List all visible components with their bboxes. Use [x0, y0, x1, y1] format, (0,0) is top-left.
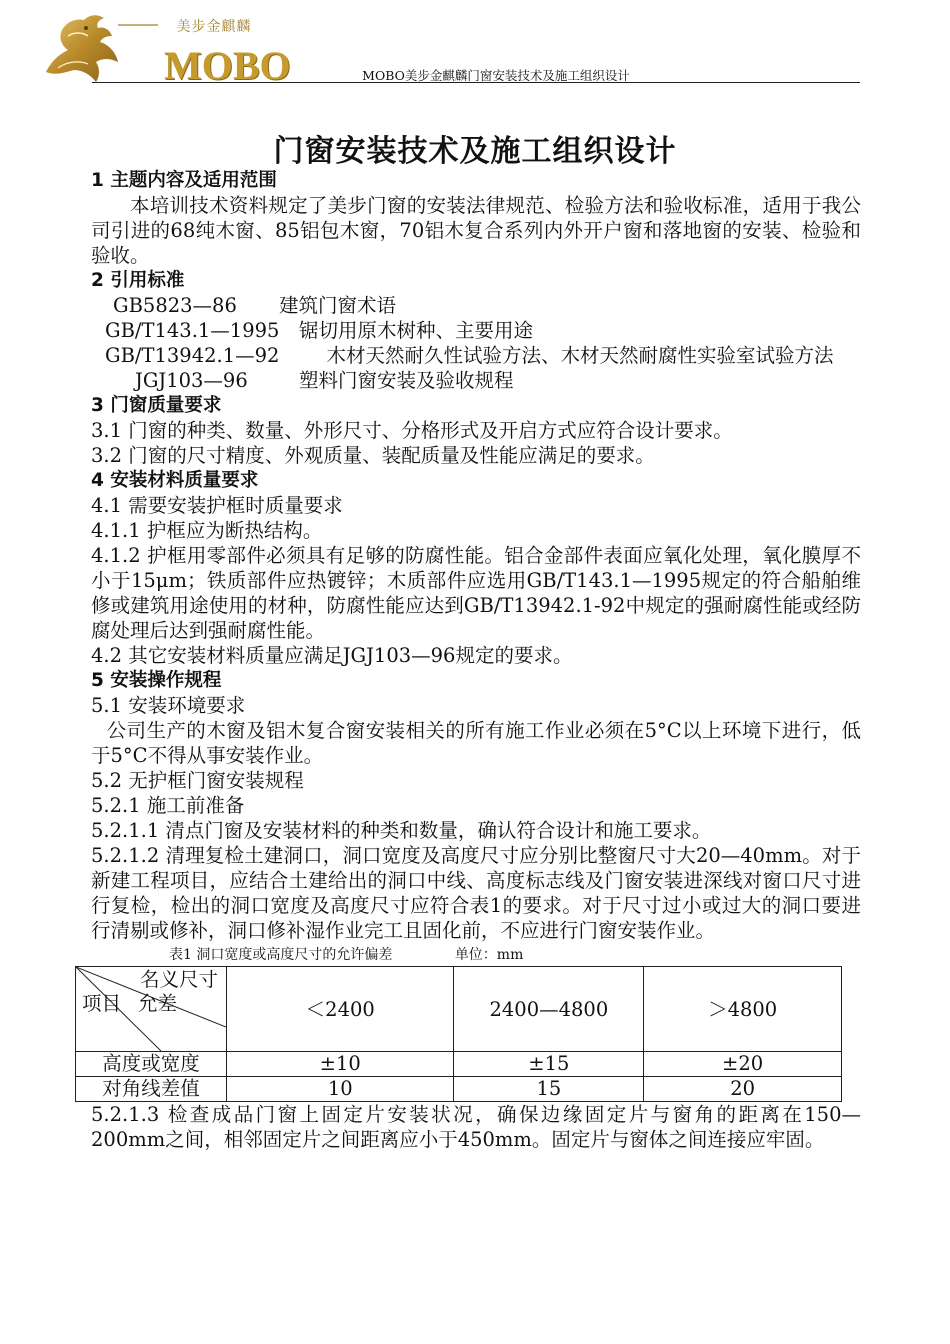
header-divider [92, 82, 860, 83]
table-cell: ±10 [227, 1052, 454, 1077]
paragraph: 公司生产的木窗及铝木复合窗安装相关的所有施工作业必须在5°C以上环境下进行，低于5°C不得从事安装作业。 [91, 719, 861, 767]
section-heading: 4 安装材料质量要求 [91, 470, 259, 491]
table-caption [91, 945, 861, 965]
standard-name: 建筑门窗术语 [279, 294, 397, 317]
paragraph: 4.1 需要安装护框时质量要求 [91, 494, 343, 517]
table-column-header: 2400—4800 [454, 967, 644, 1052]
standard-item [91, 368, 861, 393]
paragraph: 4.1.1 护框应为断热结构。 [91, 519, 323, 542]
paragraph: 5.2.1 施工前准备 [91, 794, 245, 817]
table-row [76, 1052, 842, 1077]
table-column-header: ＞4800 [644, 967, 842, 1052]
running-header: MOBO美步金麒麟门窗安装技术及施工组织设计 [362, 68, 630, 83]
corner-label-item: 项目 [82, 992, 122, 1015]
standard-item [91, 343, 861, 368]
table-cell: ±20 [644, 1052, 842, 1077]
paragraph: 4.1.2 护框用零部件必须具有足够的防腐性能。铝合金部件表面应氧化处理，氧化膜厚不小于15μm；铁质部件应热镀锌；木质部件应选用GB/T143.1—1995规定的符合船舶维修或建筑用途使用的材种，防腐性能应达到GB/T13942.1-92中规定的强耐腐性能或经防腐处理后达到强耐腐性能。 [91, 544, 861, 642]
standard-code: GB5823—86 [113, 294, 237, 317]
table-column-header: ＜2400 [227, 967, 454, 1052]
paragraph: 5.2 无护框门窗安装规程 [91, 769, 304, 792]
document-body [82, 168, 861, 1152]
corner-label-nominal: 名义尺寸 [139, 968, 218, 991]
paragraph: 5.2.1.2 清理复检土建洞口，洞口宽度及高度尺寸应分别比整窗尺寸大20—40mm。对于新建工程项目，应结合土建给出的洞口中线、高度标志线及门窗安装进深线对窗口尺寸进行复检，检出的洞口宽度及高度尺寸应符合表1的要求。对于尺寸过小或过大的洞口要进行清剔或修补，洞口修补湿作业完工且固化前，不应进行门窗安装作业。 [91, 844, 861, 942]
standard-code: GB/T13942.1—92 [105, 344, 280, 367]
table-unit: 单位：mm [454, 947, 524, 963]
section-heading: 2 引用标准 [91, 270, 185, 291]
paragraph: 本培训技术资料规定了美步门窗的安装法律规范、检验方法和验收标准，适用于我公司引进的68纯木窗、85铝包木窗，70铝木复合系列内外开户窗和落地窗的安装、检验和验收。 [91, 194, 861, 267]
table-corner-cell [76, 967, 227, 1052]
paragraph: 5.2.1.3 检查成品门窗上固定片安装状况，确保边缘固定片与窗角的距离在150—200mm之间，相邻固定片之间距离应小于450mm。固定片与窗体之间连接应牢固。 [91, 1103, 861, 1151]
table-row-label: 高度或宽度 [76, 1052, 227, 1077]
paragraph: 3.1 门窗的种类、数量、外形尺寸、分格形式及开启方式应符合设计要求。 [91, 419, 733, 442]
document-title: 门窗安装技术及施工组织设计 [273, 134, 677, 169]
paragraph: 5.1 安装环境要求 [91, 694, 246, 717]
tolerance-table [75, 966, 842, 1102]
table-cell: ±15 [454, 1052, 644, 1077]
standard-code: GB/T143.1—1995 [105, 319, 280, 342]
paragraph: 5.2.1.1 清点门窗及安装材料的种类和数量，确认符合设计和施工要求。 [91, 819, 712, 842]
logo-slogan: 美步金麒麟 [158, 16, 270, 36]
standard-name: 木材天然耐久性试验方法、木材天然耐腐性实验室试验方法 [326, 344, 834, 367]
table-row-label: 对角线差值 [76, 1077, 227, 1102]
logo-wordmark: MOBO [164, 43, 291, 88]
section-heading: 1 主题内容及适用范围 [91, 170, 277, 191]
table-caption-text: 表1 洞口宽度或高度尺寸的允许偏差 [169, 947, 393, 963]
table-cell: 20 [644, 1077, 842, 1102]
table-row [76, 1077, 842, 1102]
diagonal-header [76, 967, 226, 1051]
section-heading: 5 安装操作规程 [91, 670, 222, 691]
standard-item [91, 293, 861, 318]
standard-name: 塑料门窗安装及验收规程 [299, 369, 514, 392]
standard-name: 锯切用原木树种、主要用途 [299, 319, 534, 342]
table-cell: 15 [454, 1077, 644, 1102]
paragraph: 3.2 门窗的尺寸精度、外观质量、装配质量及性能应满足的要求。 [91, 444, 655, 467]
table-cell: 10 [227, 1077, 454, 1102]
section-heading: 3 门窗质量要求 [91, 395, 222, 416]
table-header-row [76, 967, 842, 1052]
standard-code: JGJ103—96 [135, 369, 248, 392]
standard-item [91, 318, 861, 343]
paragraph: 4.2 其它安装材料质量应满足JGJ103—96规定的要求。 [91, 644, 573, 667]
corner-label-tolerance: 允差 [138, 992, 178, 1015]
